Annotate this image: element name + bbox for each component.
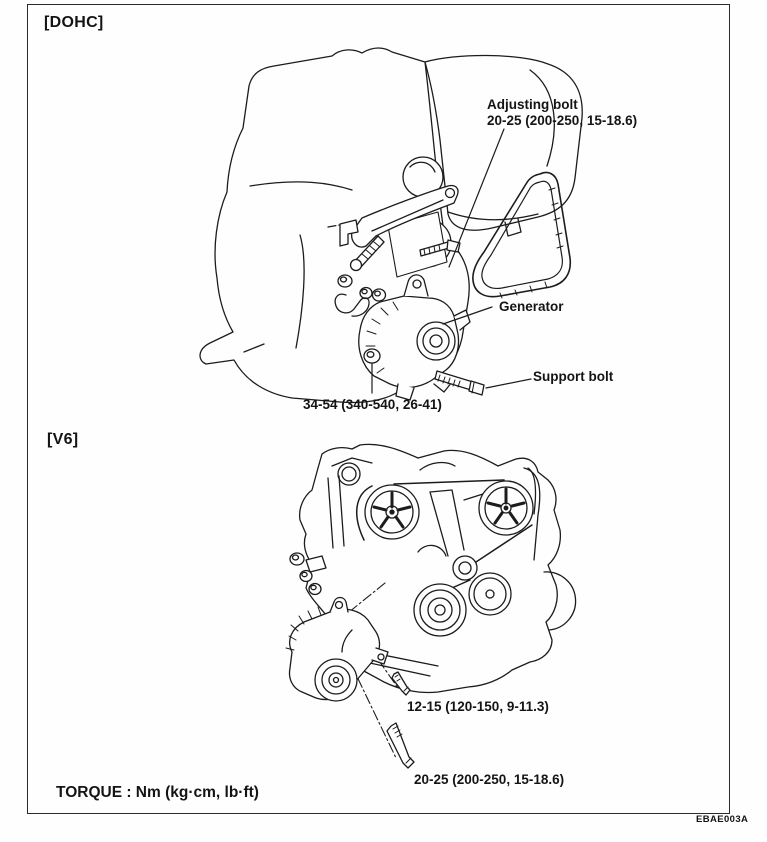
adjusting-bolt-name: Adjusting bolt <box>487 97 578 112</box>
v6-section-header: [V6] <box>47 431 79 448</box>
generator-label: Generator <box>499 299 564 314</box>
v6-support-bolt-torque-label: 20-25 (200-250, 15-18.6) <box>414 772 565 787</box>
v6-engine-drawing <box>286 444 576 768</box>
adjusting-bolt-torque: 20-25 (200-250, 15-18.6) <box>487 113 638 128</box>
torque-units-note: TORQUE : Nm (kg·cm, lb·ft) <box>56 784 259 801</box>
leader-support-bolt <box>486 379 531 388</box>
v6-cam-pulley-right <box>479 481 533 535</box>
v6-cam-pulley-left <box>365 485 419 539</box>
mount-nut-torque-label: 34-54 (340-540, 26-41) <box>303 397 442 412</box>
v6-adjusting-bolt-torque-label: 12-15 (120-150, 9-11.3) <box>407 699 549 714</box>
dohc-section-header: [DOHC] <box>44 14 104 31</box>
adjusting-bolt-label <box>487 97 637 129</box>
support-bolt-label: Support bolt <box>533 369 614 384</box>
figure-code: EBAE003A <box>696 814 749 825</box>
v6-support-bolt <box>387 723 414 768</box>
